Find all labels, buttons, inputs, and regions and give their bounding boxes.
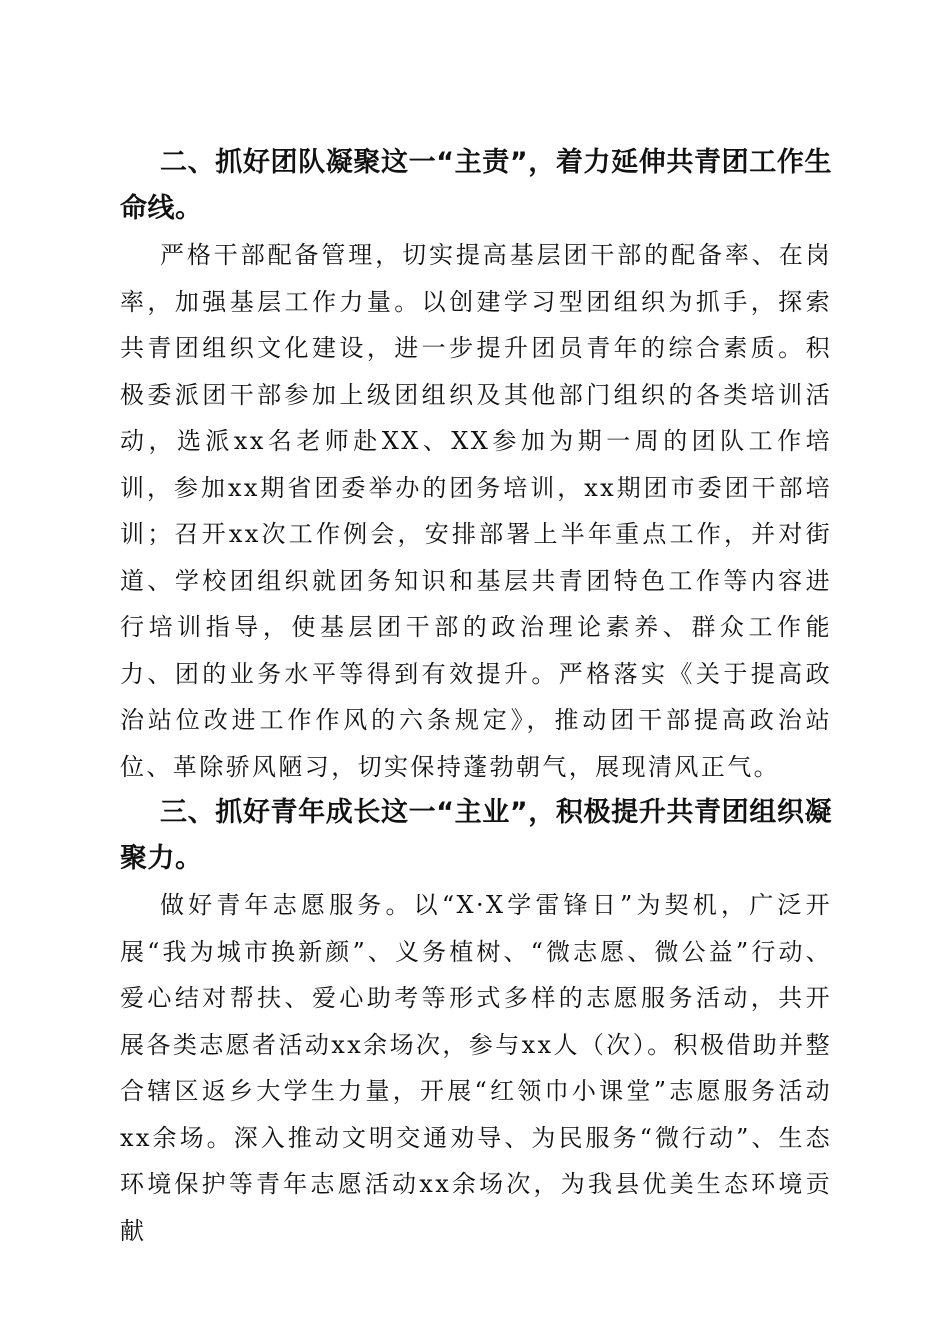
document-content (120, 140, 832, 1254)
section-body-2: 严格干部配备管理，切实提高基层团干部的配备率、在岗率，加强基层工作力量。以创建学习型团组织为抓手，探索共青团组织文化建设，进一步提升团员青年的综合素质。积极委派团干部参加上级团组织及其他部门组织的各类培训活动，选派xx名老师赴XX、XX参加为期一周的团队工作培训，参加xx期省团委举办的团务培训，xx期团市委团干部培训；召开xx次工作例会，安排部署上半年重点工作，并对街道、学校团组织就团务知识和基层共青团特色工作等内容进行培训指导，使基层团干部的政治理论素养、群众工作能力、团的业务水平等得到有效提升。严格落实《关于提高政治站位改进工作作风的六条规定》，推动团干部提高政治站位、革除骄风陋习，切实保持蓬勃朝气，展现清风正气。 (120, 241, 832, 781)
section-heading-3: 三、抓好青年成长这一“主业”，积极提升共青团组织凝聚力。 (120, 797, 832, 874)
section-heading-2: 二、抓好团队凝聚这一“主责”，着力延伸共青团工作生命线。 (120, 147, 832, 224)
section-body-3: 做好青年志愿服务。以“X·X学雷锋日”为契机，广泛开展“我为城市换新颜”、义务植树、“微志愿、微公益”行动、爱心结对帮扶、爱心助考等形式多样的志愿服务活动，共开展各类志愿者活动xx余场次，参与xx人（次）。积极借助并整合辖区返乡大学生力量，开展“红领巾小课堂”志愿服务活动xx余场。深入推动文明交通劝导、为民服务“微行动”、生态环境保护等青年志愿活动xx余场次，为我县优美生态环境贡献 (120, 891, 832, 1245)
